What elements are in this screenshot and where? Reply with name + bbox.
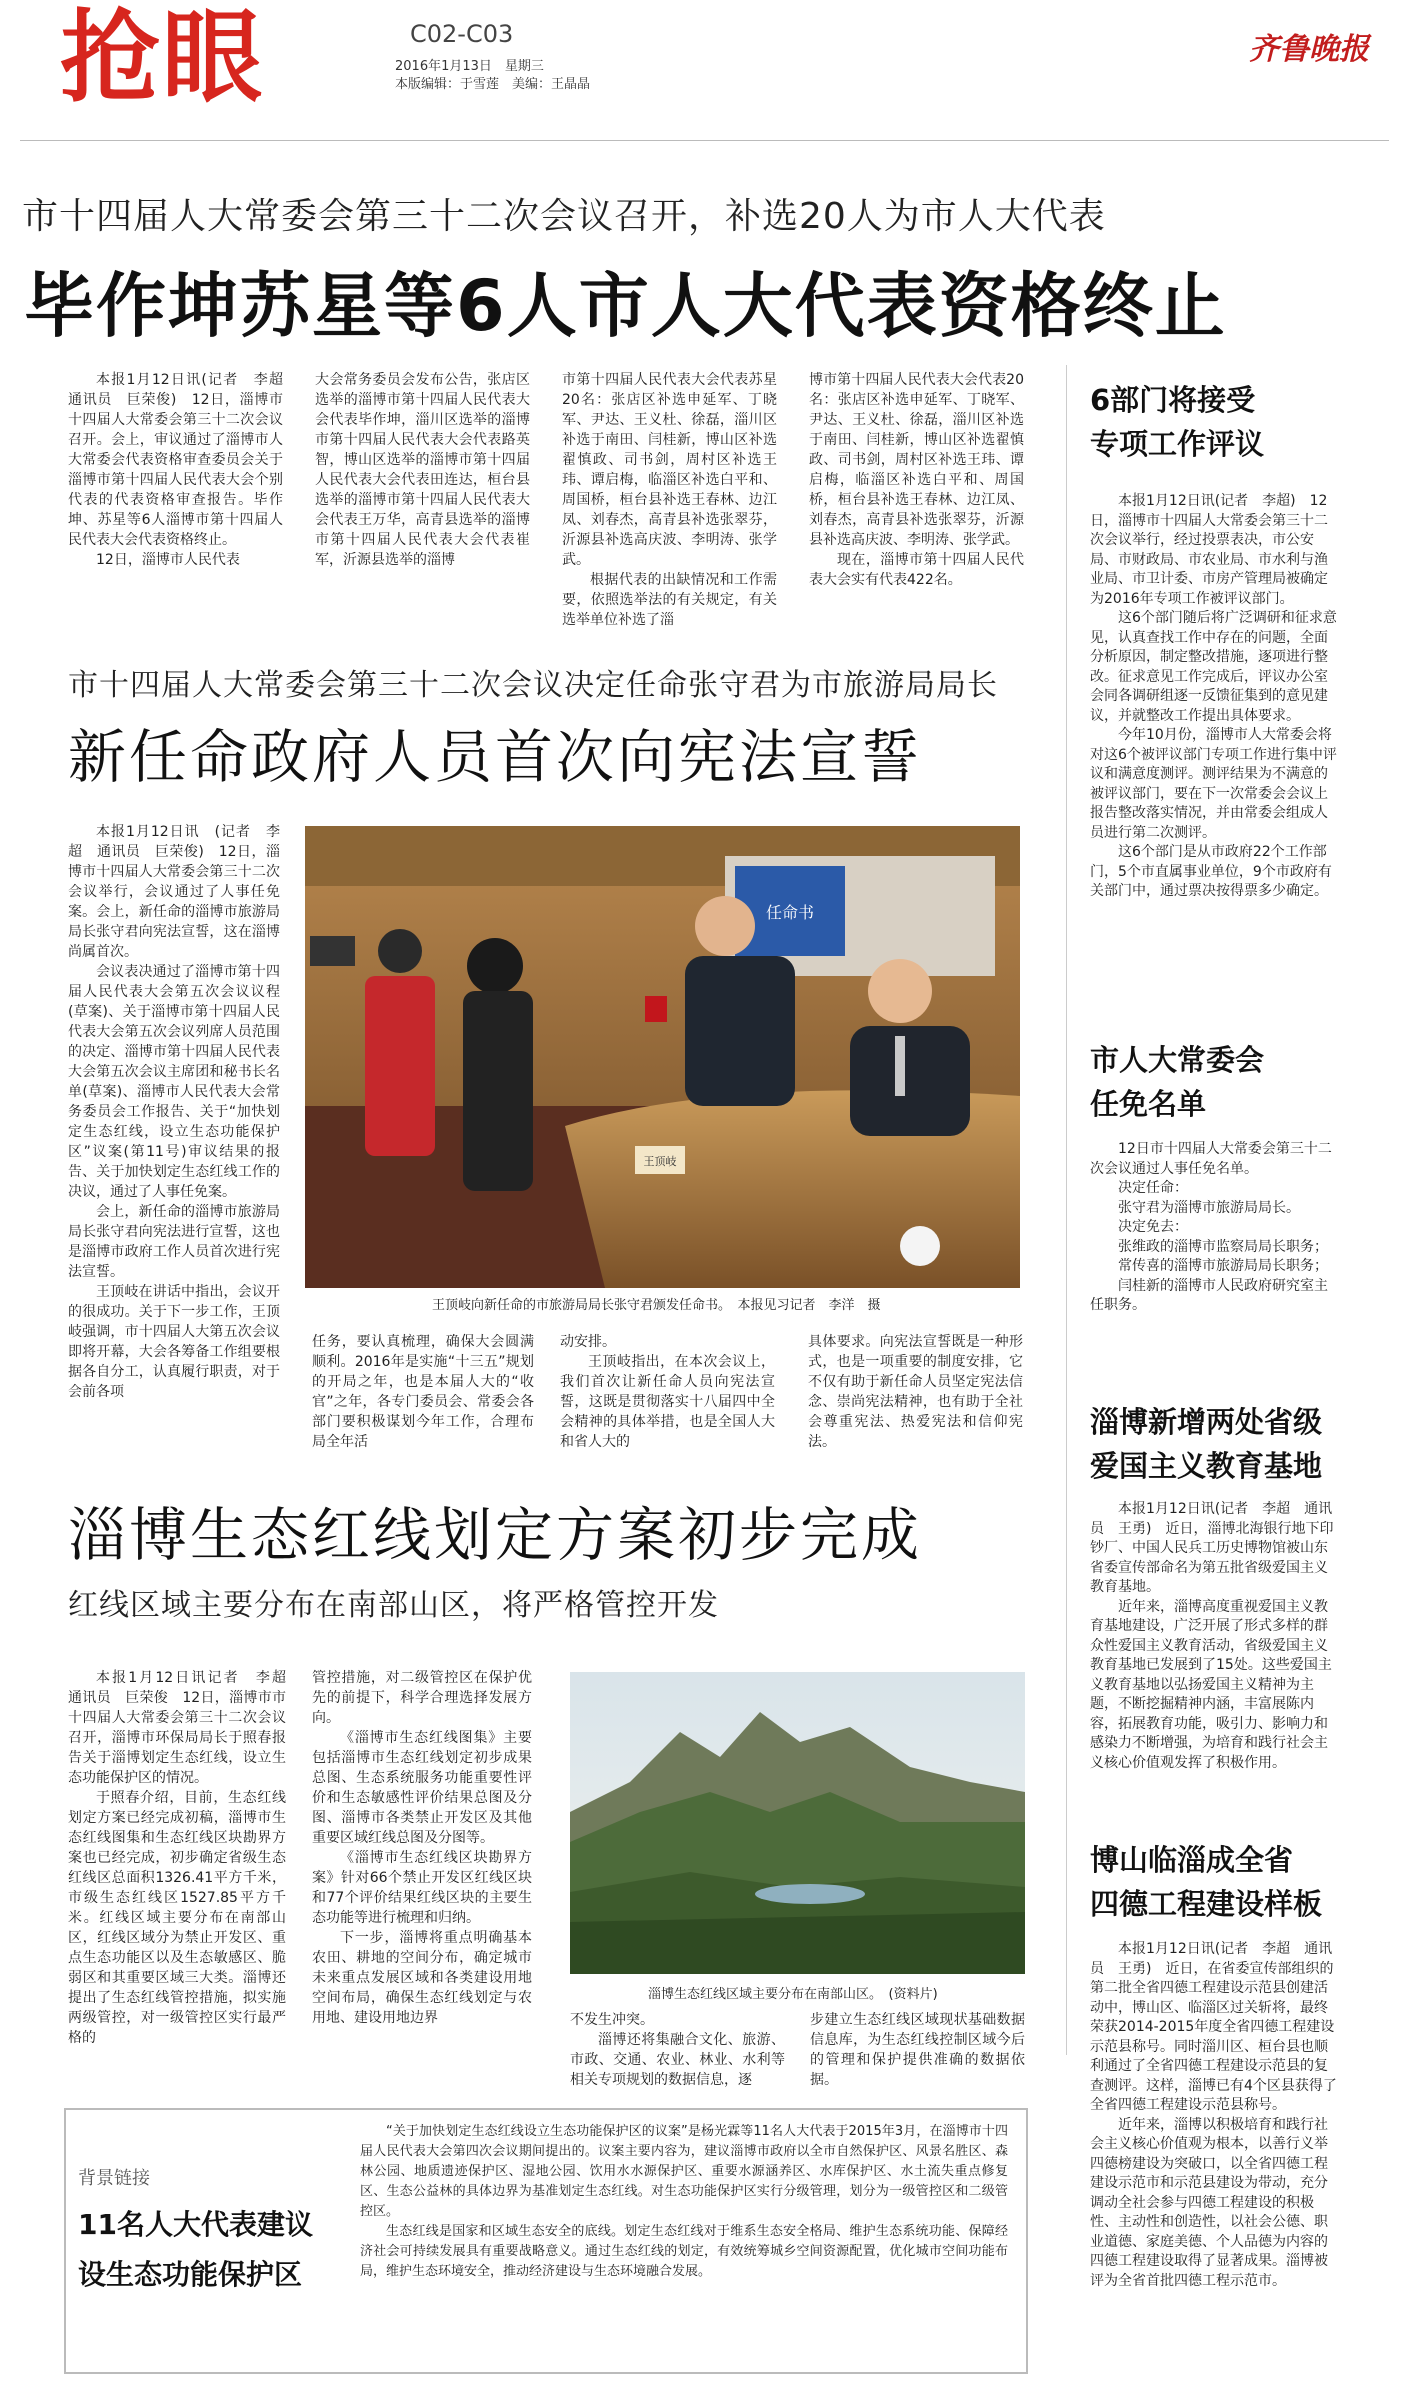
sidebar4-title <box>1090 1838 1322 1926</box>
paragraph: 本报1月12日讯(记者 李超) 12日，淄博市十四届人大常委会第三十二次会议举行，经过投票表决，市公安局、市财政局、市农业局、市水利与渔业局、市卫计委、市房产管理局被确定为2016年专项工作被评议部门。 <box>1090 493 1328 607</box>
paragraph: 任务，要认真梳理，确保大会圆满顺利。2016年是实施“十三五”规划的开局之年，也是本届人大的“收官”之年，各专门委员会、常委会各部门要积极谋划今年工作，合理布局全年活 <box>312 1334 534 1450</box>
story1-col2 <box>315 370 530 570</box>
title-line: 淄博新增两处省级 <box>1090 1405 1323 1439</box>
screen-sign: 任命书 <box>765 903 815 922</box>
story3-col4 <box>810 2010 1025 2090</box>
paragraph: 常传喜的淄博市旅游局局长职务； <box>1118 1258 1328 1274</box>
desk-nameplate: 王顶岐 <box>643 1155 677 1168</box>
editor-credit: 本版编辑：于雪莲 美编：王晶晶 <box>395 77 591 92</box>
paragraph: 本报1月12日讯(记者 李超 通讯员 王勇) 近日，在省委宣传部组织的第二批全省四德工程建设示范县创建活动中，博山区、临淄区过关斩将，最终荣获2014-2015年度全省四德工程建设示范县称号。同时淄川区、桓台县也顺利通过了全省四德工程建设示范县的复查测评。这样，淄博已有4个区县获得了全省四德工程建设示范县称号。 <box>1090 1941 1337 2113</box>
masthead-divider <box>20 140 1389 141</box>
paragraph: 张守君为淄博市旅游局局长。 <box>1118 1199 1300 1216</box>
paragraph: 本报1月12日讯记者 李超 通讯员 巨荣俊 12日，淄博市市十四届人大常委会第三十二次会议召开，淄博市环保局局长于照春报告关于淄博划定生态红线，设立生态功能保护区的情况。 <box>68 1670 300 1786</box>
page-range: C02-C03 <box>410 20 514 48</box>
paragraph: 根据代表的出缺情况和工作需要，依照选举法的有关规定，有关选举单位补选了淄 <box>562 572 777 628</box>
sidebar2-body <box>1090 1140 1340 1316</box>
mountain-photo <box>570 1672 1025 1974</box>
title-line: 四德工程建设样板 <box>1090 1887 1323 1921</box>
paragraph: 12日市十四届人大常委会第三十二次会议通过人事任免名单。 <box>1090 1141 1332 1177</box>
paragraph: 这6个部门是从市政府22个工作部门，5个市直属事业单位，9个市政府有关部门中，通过票决按得票多少确定。 <box>1090 844 1332 899</box>
swearing-in-photo <box>305 826 1020 1288</box>
sidebar4-body <box>1090 1940 1340 2291</box>
paragraph: 淄博还将集融合文化、旅游、市政、交通、农业、林业、水利等相关专项规划的数据信息，逐 <box>570 2032 785 2088</box>
paper-logo: 齐鲁晚报 <box>1249 32 1369 67</box>
story1-col1 <box>68 370 297 570</box>
paragraph: 本报1月12日讯(记者 李超 通讯员 巨荣俊) 12日，淄博市十四届人大常委会第三十二次会议召开。会上，审议通过了淄博市人大常委会代表资格审查委员会关于淄博市第十四届人民代表大会个别代表的代表资格审查报告。毕作坤、苏星等6人淄博市第十四届人民代表大会代表资格终止。 <box>68 372 297 548</box>
title-line: 博山临淄成全省 <box>1090 1843 1294 1877</box>
paragraph: 于照春介绍，目前，生态红线划定方案已经完成初稿，淄博市生态红线图集和生态红线区块勘界方案也已经完成，初步确定省级生态红线区总面积1326.41平方千米，市级生态红线区1527.85平方千米。红线区域主要分布在南部山区，红线区域分为禁止开发区、重点生态功能区以及生态敏感区、脆弱区和其重要区域三大类。淄博还提出了生态红线管控措施，拟实施两级管控，对一级管控区实行最严格的 <box>68 1790 286 2046</box>
paragraph: 王顶岐指出，在本次会议上，我们首次让新任命人员向宪法宣誓，这既是贯彻落实十八届四中全会精神的具体举措，也是全国人大和省人大的 <box>560 1354 775 1450</box>
issue-date: 2016年1月13日 星期三 <box>395 59 544 74</box>
story2-col1 <box>68 822 280 1402</box>
paragraph: 本报1月12日讯 (记者 李超 通讯员 巨荣俊) 12日，淄博市十四届人大常委会第三十二次会议举行，会议通过了人事任免案。会上，新任命的淄博市旅游局局长张守君向宪法宣誓，这在淄博尚属首次。 <box>68 824 280 960</box>
story2-col2 <box>312 1332 534 1452</box>
story2-headline: 新任命政府人员首次向宪法宣誓 <box>68 723 923 791</box>
background-body <box>360 2122 1008 2282</box>
paragraph: 管控措施，对二级管控区在保护优先的前提下，科学合理选择发展方向。 <box>312 1670 532 1726</box>
photo1-caption: 王顶岐向新任命的市旅游局局长张守君颁发任命书。 本报见习记者 李洋 摄 <box>432 1298 881 1313</box>
paragraph: 《淄博市生态红线区块勘界方案》针对66个禁止开发区红线区块和77个评价结果红线区块的主要生态功能等进行梳理和归纳。 <box>312 1850 532 1926</box>
story3-col3 <box>570 2010 785 2090</box>
paragraph: 大会常务委员会发布公告，张店区选举的淄博市第十四届人民代表大会代表毕作坤，淄川区选举的淄博市第十四届人民代表大会代表路英智，博山区选举的淄博市第十四届人民代表大会代表田连达，桓台县选举的淄博市第十四届人民代表大会代表王万华，高青县选举的淄博市第十四届人民代表大会代表崔军，沂源县选举的淄博 <box>315 372 530 568</box>
paragraph: 决定免去： <box>1118 1219 1188 1235</box>
paragraph: 闫桂新的淄博市人民政府研究室主任职务。 <box>1090 1277 1328 1313</box>
sidebar3-title <box>1090 1400 1322 1488</box>
story1-col3 <box>562 370 777 630</box>
sidebar2-title <box>1090 1038 1264 1126</box>
title-line: 爱国主义教育基地 <box>1090 1449 1323 1483</box>
paragraph: 会议表决通过了淄博市第十四届人民代表大会第五次会议议程(草案)、关于淄博市第十四届人民代表大会第五次会议列席人员范围的决定、淄博市第十四届人民代表大会第五次会议主席团和秘书长名单(草案)、淄博市人民代表大会常务委员会工作报告、关于“加快划定生态红线，设立生态功能保护区”议案(第11号)审议结果的报告、关于加快划定生态红线工作的决议，通过了人事任免案。 <box>68 964 280 1200</box>
paragraph: 张维政的淄博市监察局局长职务； <box>1118 1238 1328 1255</box>
paragraph: 《淄博市生态红线图集》主要包括淄博市生态红线划定初步成果总图、生态系统服务功能重要性评价和生态敏感性评价结果总图及分图、淄博市各类禁止开发区及其他重要区域红线总图及分图等。 <box>312 1730 532 1846</box>
story2-col4 <box>808 1332 1023 1452</box>
paragraph: 会上，新任命的淄博市旅游局局长张守君向宪法进行宣誓，这也是淄博市政府工作人员首次进行宪法宣誓。 <box>68 1204 280 1280</box>
story3-col2 <box>312 1668 532 2028</box>
paragraph: 市第十四届人民代表大会代表苏星20名：张店区补选申延军、丁晓军、尹达、王义杜、徐磊，淄川区补选于南田、闫桂新，博山区补选翟慎政、司书剑，周村区补选王玮、谭启梅，临淄区补选白平和、周国桥，桓台县补选王春林、边江凤、刘春杰，高青县补选张翠芬，沂源县补选高庆波、李明涛、张学武。 <box>562 372 777 568</box>
paragraph: 近年来，淄博以积极培育和践行社会主义核心价值观为根本，以善行义举四德榜建设为突破口，以全省四德工程建设示范市和示范县建设为带动，充分调动全社会参与四德工程建设的积极性、主动性和创造性，以社会公德、职业道德、家庭美德、个人品德为内容的四德工程建设取得了显著成果。淄博被评为全省首批四德工程示范市。 <box>1090 2116 1328 2289</box>
paragraph: 12日，淄博市人民代表 <box>96 552 240 568</box>
paragraph: 现在，淄博市第十四届人民代表大会实有代表422名。 <box>809 552 1024 588</box>
section-title: 抢眼 <box>60 0 264 116</box>
story2-col3 <box>560 1332 775 1452</box>
paragraph: 今年10月份，淄博市人大常委会将对这6个被评议部门专项工作进行集中评议和满意度测评。测评结果为不满意的被评议部门，要在下一次常委会会议上报告整改落实情况，并由常委会组成人员进行第二次测评。 <box>1090 727 1337 841</box>
photo2-caption: 淄博生态红线区域主要分布在南部山区。 (资料片) <box>648 1987 938 2002</box>
background-label: 背景链接 <box>78 2168 150 2189</box>
paragraph: 王顶岐在讲话中指出，会议开的很成功。关于下一步工作，王顶岐强调，市十四届人大第五次会议即将开幕，大会各筹备工作组要根据各自分工，认真履行职责，对于会前各项 <box>68 1284 280 1400</box>
paragraph: 不发生冲突。 <box>570 2012 654 2028</box>
paragraph: 近年来，淄博高度重视爱国主义教育基地建设，广泛开展了形式多样的群众性爱国主义教育活动，省级爱国主义教育基地已发展到了15处。这些爱国主义教育基地以弘扬爱国主义精神为主题，不断挖掘精神内涵，丰富展陈内容，拓展教育功能，吸引力、影响力和感染力不断增强，为培育和践行社会主义核心价值观发挥了积极作用。 <box>1090 1598 1332 1771</box>
title-line: 6部门将接受 <box>1090 383 1256 417</box>
paragraph: 本报1月12日讯(记者 李超 通讯员 王勇) 近日，淄博北海银行地下印钞厂、中国人民兵工历史博物馆被山东省委宣传部命名为第五批省级爱国主义教育基地。 <box>1090 1501 1334 1595</box>
title-line: 市人大常委会 <box>1090 1043 1265 1077</box>
paragraph: 具体要求。向宪法宣誓既是一种形式，也是一项重要的制度安排，它不仅有助于新任命人员坚定宪法信念、崇尚宪法精神，也有助于全社会尊重宪法、热爱宪法和信仰宪法。 <box>808 1334 1023 1450</box>
sidebar1-title <box>1090 378 1264 466</box>
photo-illustration <box>305 826 1020 1288</box>
paragraph: 动安排。 <box>560 1334 616 1350</box>
sidebar-divider <box>1066 365 1067 2055</box>
photo-illustration <box>570 1672 1025 1974</box>
title-line: 专项工作评议 <box>1090 427 1265 461</box>
title-line: 任免名单 <box>1090 1087 1207 1121</box>
story2-subhead: 市十四届人大常委会第三十二次会议决定任命张守君为市旅游局局长 <box>68 668 998 703</box>
story1-subhead: 市十四届人大常委会第三十二次会议召开，补选20人为市人大代表 <box>22 196 1106 237</box>
title-line: 11名人大代表建议 <box>78 2208 313 2241</box>
sidebar3-body <box>1090 1500 1340 1773</box>
paragraph: 这6个部门随后将广泛调研和征求意见，认真查找工作中存在的问题，全面分析原因，制定整改措施，逐项进行整改。征求意见工作完成后，评议办公室会同各调研组逐一反馈征集到的意见建议，并就整改工作提出具体要求。 <box>1090 610 1337 724</box>
background-title <box>78 2200 313 2300</box>
paragraph: 生态红线是国家和区域生态安全的底线。划定生态红线对于维系生态安全格局、维护生态系统功能、保障经济社会可持续发展具有重要战略意义。通过生态红线的划定，有效统筹城乡空间资源配置，优化城市空间功能布局，维护生态环境安全，推动经济建设与生态环境融合发展。 <box>360 2224 1008 2279</box>
story3-col1 <box>68 1668 300 2048</box>
story3-headline: 淄博生态红线划定方案初步完成 <box>68 1501 923 1569</box>
paragraph: 步建立生态红线区域现状基础数据信息库，为生态红线控制区域今后的管理和保护提供准确的数据依据。 <box>810 2012 1025 2088</box>
story3-subhead: 红线区域主要分布在南部山区，将严格管控开发 <box>68 1588 719 1623</box>
sidebar1-body <box>1090 492 1340 902</box>
paragraph: 下一步，淄博将重点明确基本农田、耕地的空间分布，确定城市未来重点发展区域和各类建设用地空间布局，确保生态红线划定与农用地、建设用地边界 <box>312 1930 532 2026</box>
paragraph: 决定任命： <box>1118 1180 1188 1196</box>
story1-headline: 毕作坤苏星等6人市人大代表资格终止 <box>24 265 1227 347</box>
paragraph: “关于加快划定生态红线设立生态功能保护区的议案”是杨光霖等11名人大代表于2015年3月，在淄博市十四届人民代表大会第四次会议期间提出的。议案主要内容为，建议淄博市政府以全市自然保护区、风景名胜区、森林公园、地质遗迹保护区、湿地公园、饮用水水源保护区、重要水源涵养区、水库保护区、水土流失重点修复区、生态公益林的具体边界为基准划定生态红线。对生态功能保护区实行分级管理，划分为一级管控区和二级管控区。 <box>360 2124 1008 2219</box>
paragraph: 博市第十四届人民代表大会代表20名：张店区补选申延军、丁晓军、尹达、王义杜、徐磊，淄川区补选于南田、闫桂新，博山区补选翟慎政、司书剑，周村区补选王玮、谭启梅，临淄区补选白平和、周国桥，桓台县补选王春林、边江凤、刘春杰，高青县补选张翠芬，沂源县补选高庆波、李明涛、张学武。 <box>809 372 1024 548</box>
story1-col4 <box>809 370 1024 590</box>
title-line: 设生态功能保护区 <box>78 2258 303 2291</box>
